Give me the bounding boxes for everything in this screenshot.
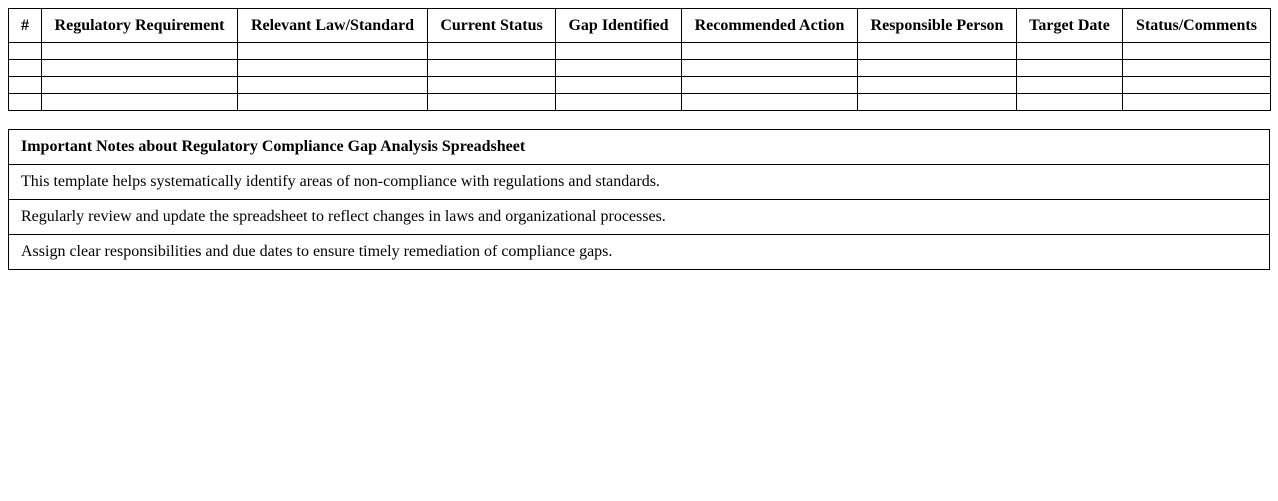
column-header-gap-identified: Gap Identified — [556, 9, 682, 43]
table-cell[interactable] — [9, 60, 42, 77]
column-header-target-date: Target Date — [1017, 9, 1123, 43]
column-header-relevant-law: Relevant Law/Standard — [238, 9, 428, 43]
table-cell[interactable] — [1123, 60, 1271, 77]
notes-title-row — [9, 130, 1270, 165]
table-row — [9, 77, 1271, 94]
table-cell[interactable] — [1123, 43, 1271, 60]
table-cell[interactable] — [238, 94, 428, 111]
table-cell[interactable] — [556, 77, 682, 94]
column-header-recommended-action: Recommended Action — [682, 9, 858, 43]
table-cell[interactable] — [858, 43, 1017, 60]
table-cell[interactable] — [238, 77, 428, 94]
document-body — [8, 8, 1270, 270]
table-cell[interactable] — [238, 60, 428, 77]
table-row — [9, 60, 1271, 77]
column-header-current-status: Current Status — [428, 9, 556, 43]
note-row — [9, 165, 1270, 200]
table-cell[interactable] — [238, 43, 428, 60]
column-header-regulatory-requirement: Regulatory Requirement — [42, 9, 238, 43]
table-cell[interactable] — [9, 77, 42, 94]
table-cell[interactable] — [1017, 43, 1123, 60]
table-cell[interactable] — [428, 94, 556, 111]
table-cell[interactable] — [42, 60, 238, 77]
table-cell[interactable] — [42, 43, 238, 60]
table-cell[interactable] — [682, 77, 858, 94]
table-cell[interactable] — [1123, 77, 1271, 94]
table-cell[interactable] — [858, 60, 1017, 77]
table-cell[interactable] — [1017, 77, 1123, 94]
table-cell[interactable] — [682, 43, 858, 60]
table-cell[interactable] — [428, 77, 556, 94]
table-cell[interactable] — [1017, 94, 1123, 111]
table-row — [9, 43, 1271, 60]
table-cell[interactable] — [428, 43, 556, 60]
column-header-number: # — [9, 9, 42, 43]
table-row — [9, 94, 1271, 111]
note-row — [9, 200, 1270, 235]
note-item: This template helps systematically identify areas of non-compliance with regulations and standards. — [9, 165, 1270, 200]
note-row — [9, 235, 1270, 270]
table-cell[interactable] — [9, 43, 42, 60]
note-item: Regularly review and update the spreadsheet to reflect changes in laws and organizational processes. — [9, 200, 1270, 235]
table-header-row — [9, 9, 1271, 43]
notes-title: Important Notes about Regulatory Compliance Gap Analysis Spreadsheet — [9, 130, 1270, 165]
note-item: Assign clear responsibilities and due dates to ensure timely remediation of compliance gaps. — [9, 235, 1270, 270]
table-cell[interactable] — [1123, 94, 1271, 111]
table-cell[interactable] — [858, 77, 1017, 94]
notes-table — [8, 129, 1270, 270]
table-cell[interactable] — [682, 60, 858, 77]
table-cell[interactable] — [556, 43, 682, 60]
table-cell[interactable] — [556, 94, 682, 111]
column-header-status-comments: Status/Comments — [1123, 9, 1271, 43]
table-cell[interactable] — [556, 60, 682, 77]
table-cell[interactable] — [682, 94, 858, 111]
table-cell[interactable] — [428, 60, 556, 77]
table-cell[interactable] — [42, 94, 238, 111]
column-header-responsible-person: Responsible Person — [858, 9, 1017, 43]
table-cell[interactable] — [1017, 60, 1123, 77]
table-cell[interactable] — [9, 94, 42, 111]
gap-analysis-table — [8, 8, 1271, 111]
table-cell[interactable] — [42, 77, 238, 94]
table-cell[interactable] — [858, 94, 1017, 111]
